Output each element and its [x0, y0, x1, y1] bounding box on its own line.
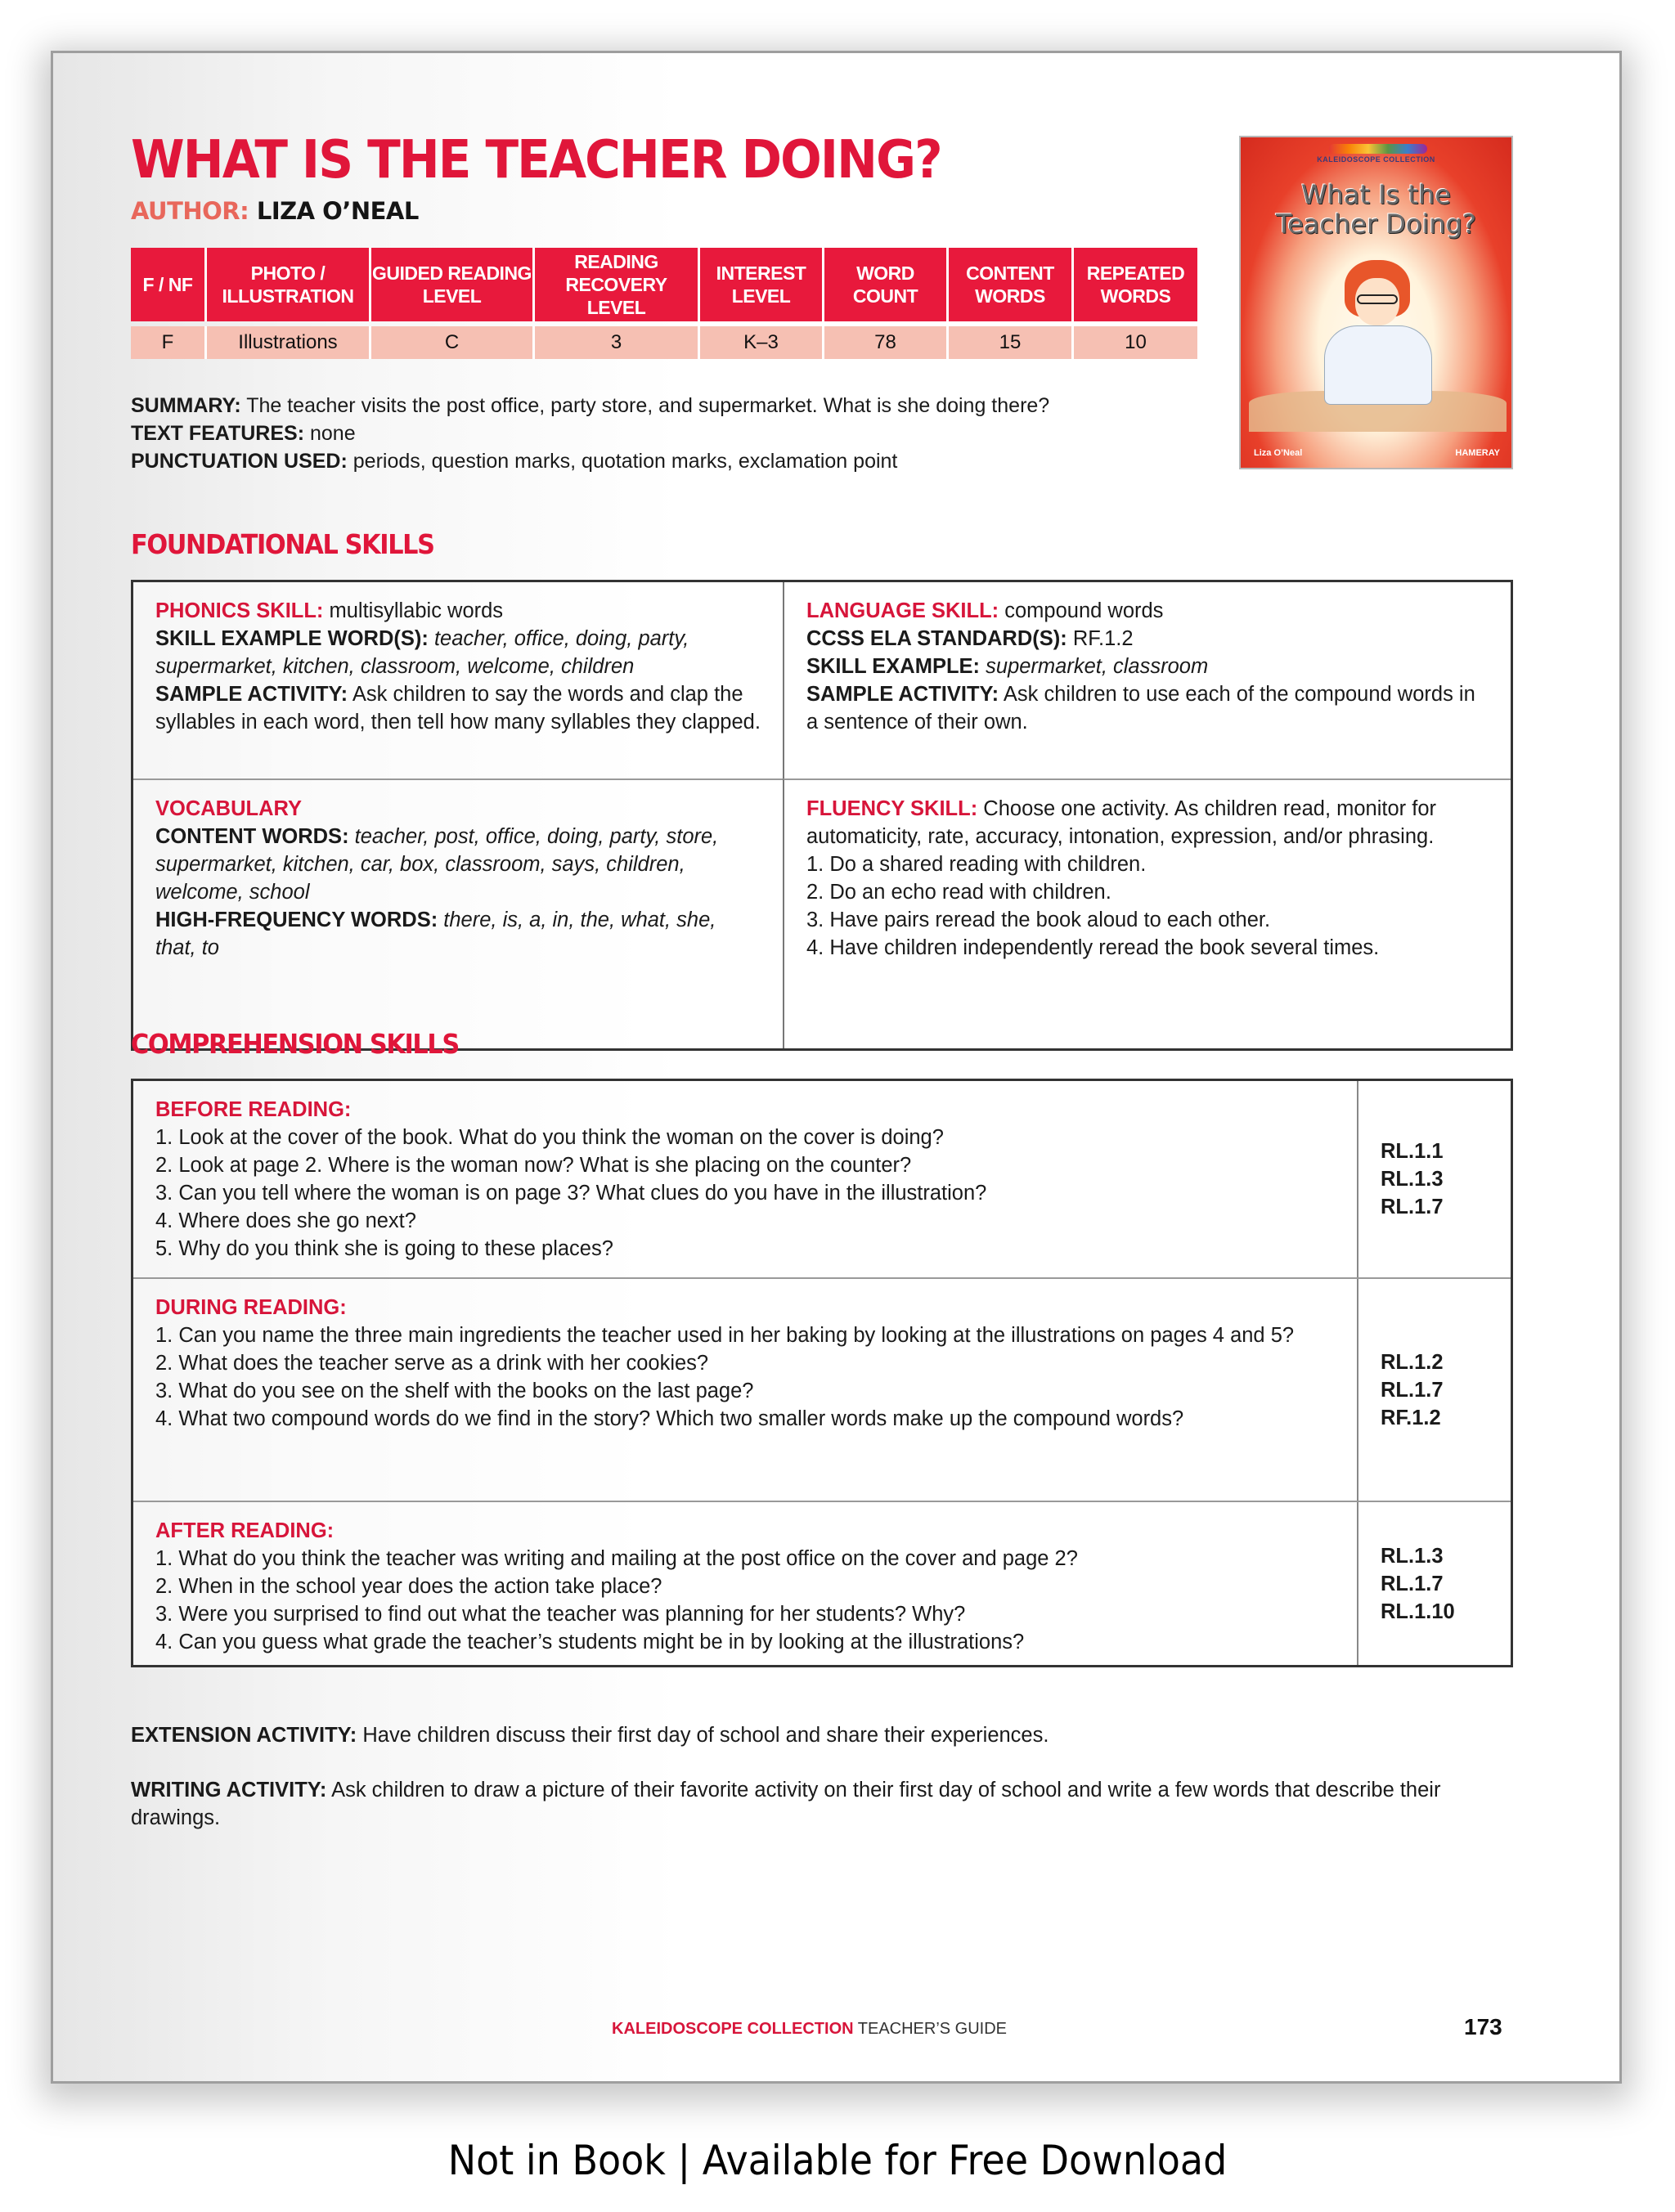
- during-reading-questions: DURING READING: 1. Can you name the three main ingredients the teacher used in her baking by looking at the illustrations on pages 4 and 5? 2. What does the teacher serve as a drink with her cookies? 3. What do you see on the shelf with the books on the last page? 4. What two compound words do we find in the story? Which two smaller words make up the compound words?: [133, 1279, 1357, 1501]
- summary-block: [131, 392, 1260, 475]
- page-number: 173: [1464, 2014, 1502, 2039]
- teacher-illustration: [1316, 260, 1439, 415]
- fluency-item: 2. Do an echo read with children.: [806, 881, 1111, 904]
- fluency-item: 4. Have children independently reread the book several times.: [806, 936, 1380, 959]
- writing-activity: WRITING ACTIVITY: Ask children to draw a picture of their favorite activity on their first day of school and write a few words that describe their drawings.: [131, 1779, 1441, 1829]
- question-item: 1. What do you think the teacher was writing and mailing at the post office on the cover and page 2?: [155, 1547, 1078, 1570]
- question-item: 4. What two compound words do we find in the story? Which two smaller words make up the compound words?: [155, 1407, 1184, 1430]
- vocabulary-cell: VOCABULARY CONTENT WORDS: teacher, post, office, doing, party, store, supermarket, kitchen, car, box, classroom, says, children, welcome, school HIGH-FREQUENCY WORDS: there, is, a, in, the, what, she, that, to: [133, 778, 783, 1048]
- cover-author: Liza O’Neal: [1254, 448, 1303, 458]
- before-reading-questions: BEFORE READING: 1. Look at the cover of the book. What do you think the woman on the cover is doing? 2. Look at page 2. Where is the woman now? What is she placing on the counter? 3. Can you tell where the woman is on page 3? What clues do you have in the illustration? 4. Where does she go next? 5. Why do you think she is going to these places?: [133, 1081, 1357, 1277]
- question-item: 1. Look at the cover of the book. What do you think the woman on the cover is doing?: [155, 1126, 944, 1149]
- cover-series: KALEIDOSCOPE COLLECTION: [1317, 155, 1435, 164]
- question-item: 3. Can you tell where the woman is on page 3? What clues do you have in the illustration?: [155, 1182, 987, 1205]
- book-cover-image: [1239, 136, 1513, 469]
- page-title: WHAT IS THE TEACHER DOING?: [131, 130, 941, 191]
- guide-page: [51, 51, 1622, 2084]
- footer-brand: KALEIDOSCOPE COLLECTION: [612, 2020, 854, 2038]
- fluency-item: 3. Have pairs reread the book aloud to each other.: [806, 909, 1271, 931]
- header-guided-reading: GUIDED READING LEVEL: [371, 248, 535, 321]
- fluency-item: 1. Do a shared reading with children.: [806, 853, 1147, 876]
- extension-activity: EXTENSION ACTIVITY: Have children discuss their first day of school and share their experiences.: [131, 1724, 1049, 1747]
- before-reading-row: [133, 1081, 1511, 1277]
- author-label: AUTHOR:: [131, 197, 249, 225]
- question-item: 4. Where does she go next?: [155, 1209, 416, 1232]
- value-fnf: F: [131, 326, 207, 359]
- value-guided-reading: C: [371, 326, 535, 359]
- header-reading-recovery: READING RECOVERY LEVEL: [535, 248, 700, 321]
- stats-header-row: [131, 248, 1202, 321]
- value-reading-recovery: 3: [535, 326, 700, 359]
- question-item: 4. Can you guess what grade the teacher’s students might be in by looking at the illustrations?: [155, 1631, 1025, 1653]
- text-features-line: TEXT FEATURES: none: [131, 422, 356, 445]
- question-item: 1. Can you name the three main ingredients the teacher used in her baking by looking at the illustrations on pages 4 and 5?: [155, 1324, 1295, 1347]
- header-repeated-words: REPEATED WORDS: [1074, 248, 1197, 321]
- author-line: [131, 197, 419, 225]
- kaleidoscope-logo-icon: [1329, 144, 1427, 154]
- publisher-logo: HAMERAY: [1455, 448, 1500, 458]
- question-item: 2. What does the teacher serve as a drink with her cookies?: [155, 1352, 709, 1375]
- question-item: 5. Why do you think she is going to these places?: [155, 1237, 613, 1260]
- book-stats-table: [131, 248, 1202, 359]
- value-content-words: 15: [949, 326, 1074, 359]
- value-photo-illustration: Illustrations: [207, 326, 371, 359]
- header-content-words: CONTENT WORDS: [949, 248, 1074, 321]
- header-word-count: WORD COUNT: [824, 248, 949, 321]
- header-fnf: F / NF: [131, 248, 207, 321]
- phonics-cell: PHONICS SKILL: multisyllabic words SKILL EXAMPLE WORD(S): teacher, office, doing, party, supermarket, kitchen, classroom, welcome, children SAMPLE ACTIVITY: Ask children to say the words and clap the syllables in each word, then tell how many syllables they clapped.: [155, 599, 761, 734]
- value-repeated-words: 10: [1074, 326, 1197, 359]
- after-reading-questions: AFTER READING: 1. What do you think the teacher was writing and mailing at the post office on the cover and page 2? 2. When in the school year does the action take place? 3. Were you surprised to find out what the teacher was planning for her students? Why? 4. Can you guess what grade the teacher’s students might be in by looking at the illustrations?: [133, 1502, 1357, 1665]
- during-reading-standards: RL.1.2 RL.1.7 RF.1.2: [1357, 1279, 1511, 1501]
- question-item: 2. When in the school year does the action take place?: [155, 1575, 662, 1598]
- page-footer: [612, 2019, 1007, 2039]
- question-item: 3. Were you surprised to find out what the teacher was planning for her students? Why?: [155, 1603, 966, 1626]
- download-caption: Not in Book | Available for Free Download: [447, 2137, 1228, 2184]
- punctuation-line: PUNCTUATION USED: periods, question marks, quotation marks, exclamation point: [131, 450, 898, 473]
- comprehension-skills-heading: COMPREHENSION SKILLS: [131, 1028, 459, 1060]
- cover-title: What Is the Teacher Doing?: [1276, 179, 1476, 240]
- summary-line: SUMMARY: The teacher visits the post office, party store, and supermarket. What is she doing there?: [131, 394, 1050, 417]
- fluency-cell: FLUENCY SKILL: Choose one activity. As children read, monitor for automaticity, rate, accuracy, intonation, expression, and/or phrasing. 1. Do a shared reading with children. 2. Do an echo read with children. 3. Have pairs reread the book aloud to each other. 4. Have children independently reread the book several times.: [783, 778, 1511, 1048]
- value-word-count: 78: [824, 326, 949, 359]
- foundational-skills-heading: FOUNDATIONAL SKILLS: [131, 528, 434, 560]
- comprehension-skills-box: [131, 1079, 1513, 1667]
- before-reading-standards: RL.1.1 RL.1.3 RL.1.7: [1357, 1081, 1511, 1277]
- value-interest-level: K–3: [700, 326, 824, 359]
- header-interest-level: INTEREST LEVEL: [700, 248, 824, 321]
- footer-guide: TEACHER’S GUIDE: [853, 2020, 1008, 2038]
- author-name: LIZA O’NEAL: [256, 197, 419, 225]
- header-photo-illustration: PHOTO / ILLUSTRATION: [207, 248, 371, 321]
- question-item: 3. What do you see on the shelf with the books on the last page?: [155, 1380, 754, 1402]
- after-reading-row: [133, 1501, 1511, 1665]
- stats-data-row: [131, 326, 1202, 359]
- foundational-skills-box: [131, 580, 1513, 1051]
- question-item: 2. Look at page 2. Where is the woman now? What is she placing on the counter?: [155, 1154, 912, 1177]
- language-cell: LANGUAGE SKILL: compound words CCSS ELA STANDARD(S): RF.1.2 SKILL EXAMPLE: supermarket, classroom SAMPLE ACTIVITY: Ask children to use each of the compound words in a sentence of their own.: [783, 582, 1511, 778]
- after-reading-standards: RL.1.3 RL.1.7 RL.1.10: [1357, 1502, 1511, 1665]
- during-reading-row: [133, 1277, 1511, 1501]
